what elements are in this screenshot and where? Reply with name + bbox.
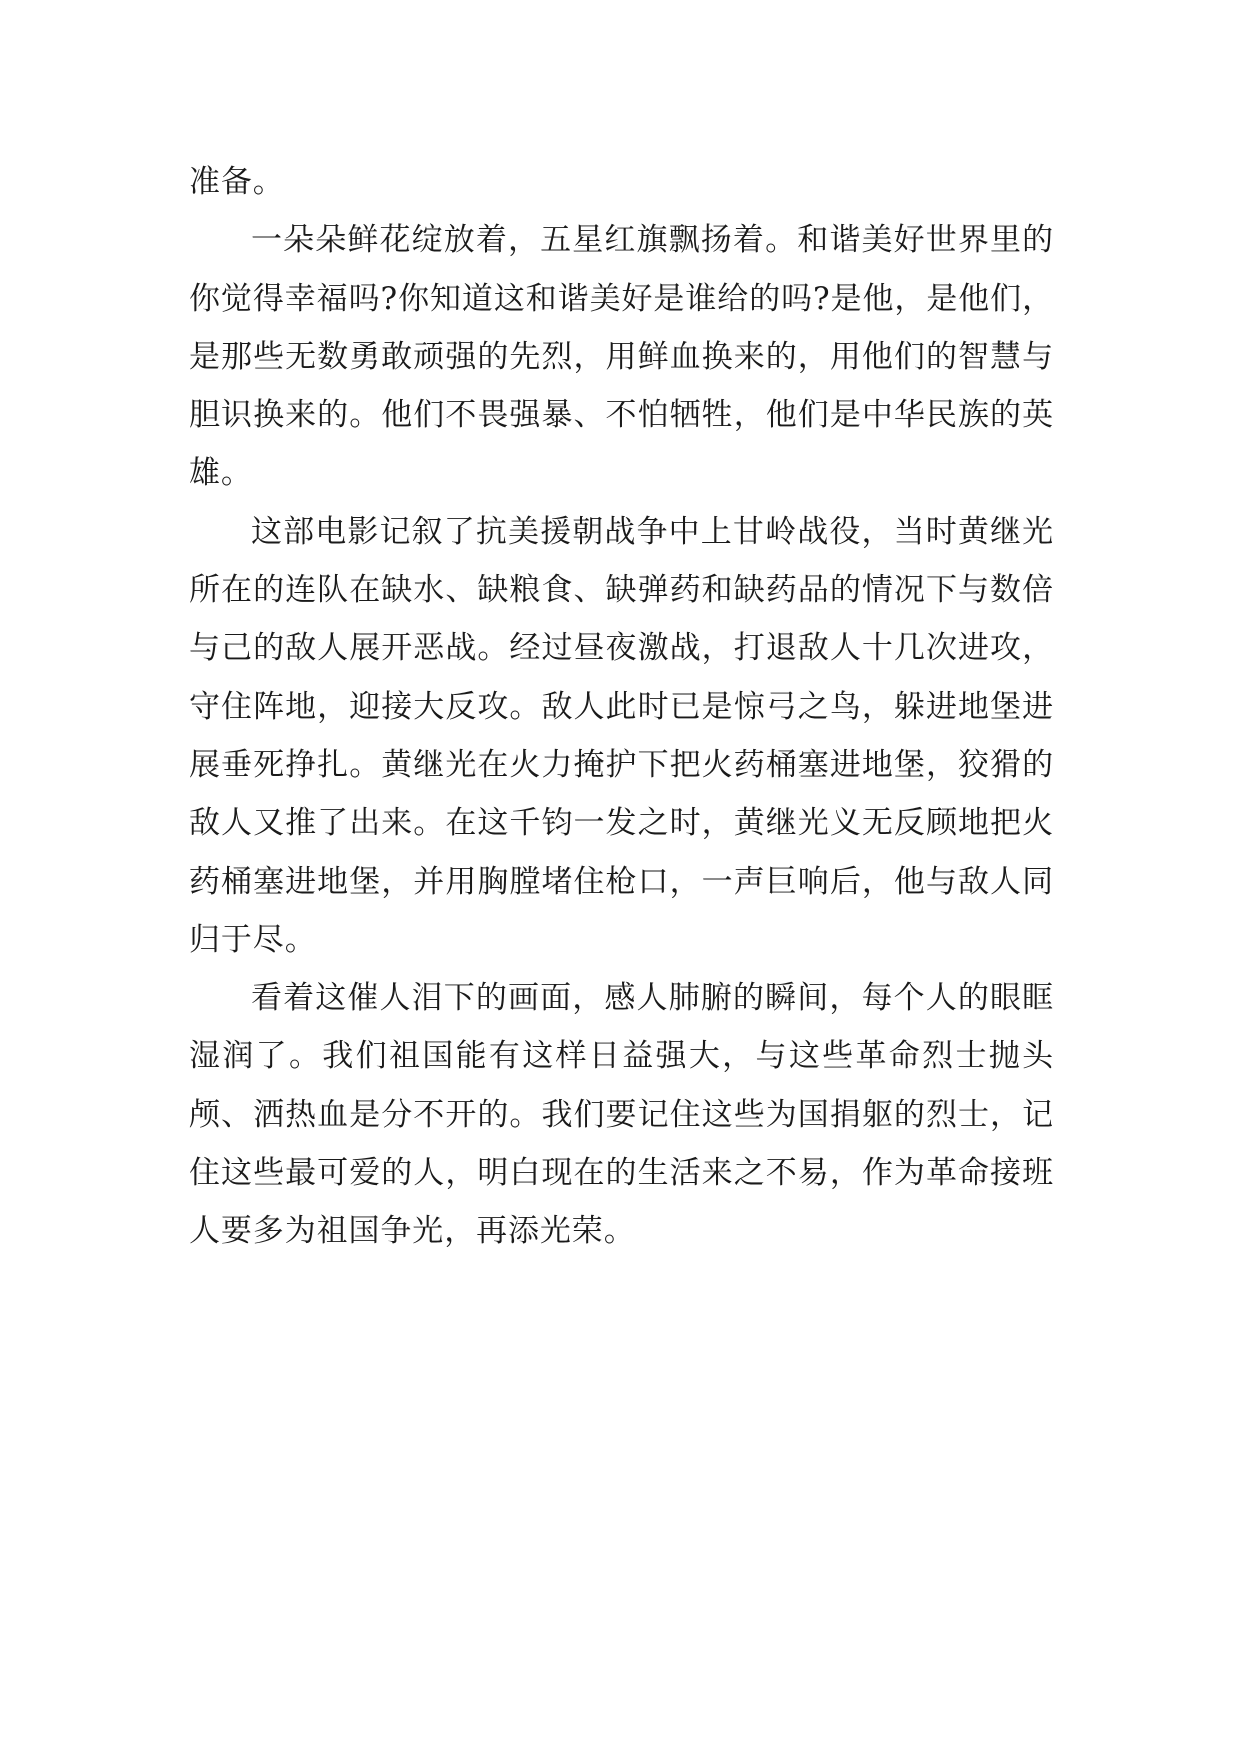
paragraph-reflection: 看着这催人泪下的画面，感人肺腑的瞬间，每个人的眼眶湿润了。我们祖国能有这样日益强大，与这些革命烈士抛头颅、洒热血是分不开的。我们要记住这些为国捐躯的烈士，记住这些最可爱的人，明白现在的生活来之不易，作为革命接班人要多为祖国争光，再添光荣。: [189, 980, 1054, 1250]
paragraph-flowers: 一朵朵鲜花绽放着，五星红旗飘扬着。和谐美好世界里的你觉得幸福吗?你知道这和谐美好是谁给的吗?是他，是他们，是那些无数勇敢顽强的先烈，用鲜血换来的，用他们的智慧与胆识换来的。他们不畏强暴、不怕牺牲，他们是中华民族的英雄。: [189, 222, 1054, 492]
body-text: [189, 153, 1054, 1261]
paragraph-film-summary: 这部电影记叙了抗美援朝战争中上甘岭战役，当时黄继光所在的连队在缺水、缺粮食、缺弹药和缺药品的情况下与数倍与己的敌人展开恶战。经过昼夜激战，打退敌人十几次进攻，守住阵地，迎接大反攻。敌人此时已是惊弓之鸟，躲进地堡进展垂死挣扎。黄继光在火力掩护下把火药桶塞进地堡，狡猾的敌人又推了出来。在这千钧一发之时，黄继光义无反顾地把火药桶塞进地堡，并用胸膛堵住枪口，一声巨响后，他与敌人同归于尽。: [189, 513, 1054, 958]
paragraph-continuation: 准备。: [189, 164, 285, 200]
